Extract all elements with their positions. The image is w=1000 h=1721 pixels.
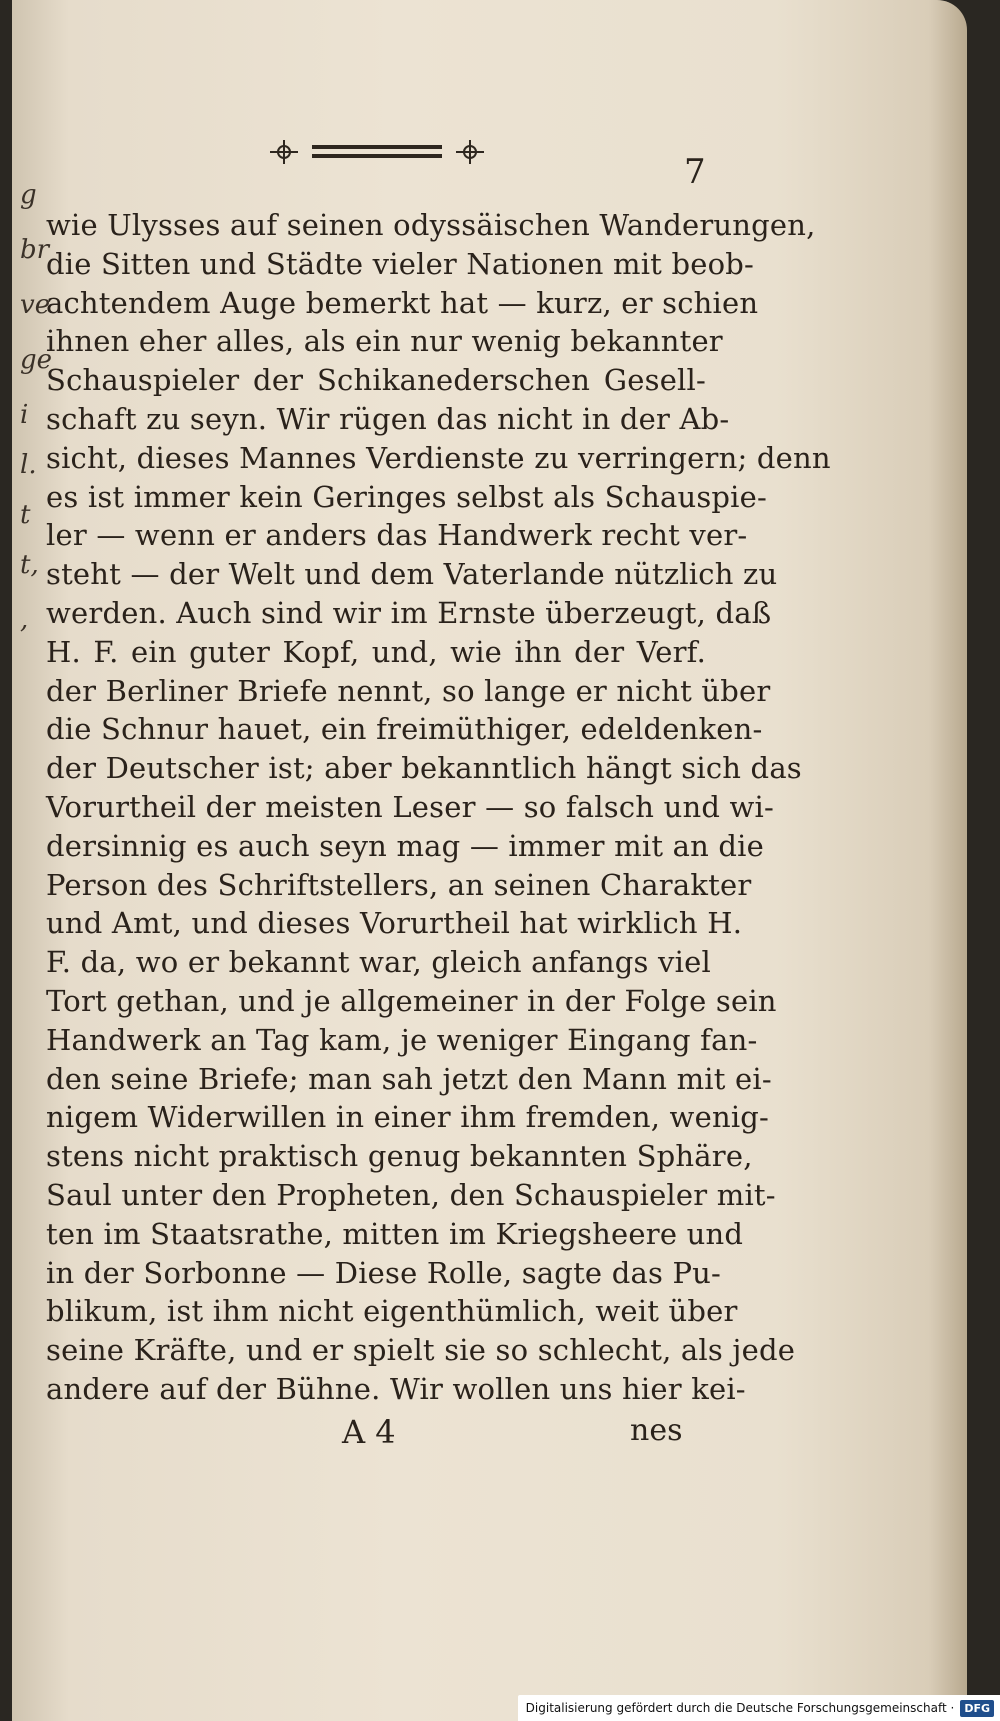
dfg-credit-bar xyxy=(518,1695,1000,1721)
text-line: die Schnur hauet, ein freimüthiger, edeldenken- xyxy=(46,712,763,747)
text-line: Handwerk an Tag kam, je weniger Eingang fan- xyxy=(46,1022,758,1057)
margin-fragment: i xyxy=(20,400,29,430)
text-line: Tort gethan, und je allgemeiner in der Folge sein xyxy=(46,983,777,1018)
text-line: die Sitten und Städte vieler Nationen mit beob- xyxy=(46,246,754,281)
text-line: F. da, wo er bekannt war, gleich anfangs viel xyxy=(46,945,711,980)
text-line: ten im Staatsrathe, mitten im Kriegsheere und xyxy=(46,1216,744,1251)
text-line: Person des Schriftstellers, an seinen Charakter xyxy=(46,867,752,902)
margin-fragment: ve xyxy=(20,290,51,320)
text-line: steht — der Welt und dem Vaterlande nützlich zu xyxy=(46,557,778,592)
dfg-credit-text: Digitalisierung gefördert durch die Deutsche Forschungsgemeinschaft · xyxy=(525,1701,955,1715)
catchword: nes xyxy=(630,1413,683,1448)
text-line: sicht, dieses Mannes Verdienste zu verringern; denn xyxy=(46,440,831,475)
text-line: der Berliner Briefe nennt, so lange er nicht über xyxy=(46,673,771,708)
margin-fragment: l. xyxy=(20,450,37,480)
text-line: andere auf der Bühne. Wir wollen uns hier kei- xyxy=(46,1371,746,1406)
text-line: nigem Widerwillen in einer ihm fremden, wenig- xyxy=(46,1100,770,1135)
text-line: werden. Auch sind wir im Ernste überzeugt, daß xyxy=(46,595,772,630)
margin-fragment: , xyxy=(20,605,29,635)
text-line: es ist immer kein Geringes selbst als Schauspie- xyxy=(46,479,768,514)
margin-fragment: br xyxy=(20,235,50,265)
margin-fragment: t xyxy=(20,500,31,530)
margin-fragment: ge xyxy=(20,345,53,375)
text-line: ihnen eher alles, als ein nur wenig bekannter xyxy=(46,324,723,359)
text-line: Vorurtheil der meisten Leser — so falsch und wi- xyxy=(46,789,775,824)
text-line: dersinnig es auch seyn mag — immer mit an die xyxy=(46,828,764,863)
header-ornament xyxy=(262,132,492,172)
text-line: stens nicht praktisch genug bekannten Sphäre, xyxy=(46,1139,753,1174)
dfg-logo-icon: DFG xyxy=(960,1700,994,1717)
margin-fragment: g xyxy=(20,180,37,210)
text-line: H. F. ein guter Kopf, und, wie ihn der Verf. xyxy=(46,634,706,669)
text-line: Saul unter den Propheten, den Schauspieler mit- xyxy=(46,1177,776,1212)
text-line: der Deutscher ist; aber bekanntlich hängt sich das xyxy=(46,751,802,786)
text-line: achtendem Auge bemerkt hat — kurz, er schien xyxy=(46,285,759,320)
margin-fragment: t, xyxy=(20,550,39,580)
signature-mark: A 4 xyxy=(342,1413,396,1451)
page-number: 7 xyxy=(684,152,706,192)
text-line: wie Ulysses auf seinen odyssäischen Wanderungen, xyxy=(46,208,816,242)
text-line: blikum, ist ihm nicht eigenthümlich, weit über xyxy=(46,1294,738,1329)
text-line: und Amt, und dieses Vorurtheil hat wirklich H. xyxy=(46,906,743,941)
text-line: in der Sorbonne — Diese Rolle, sagte das Pu- xyxy=(46,1255,722,1290)
book-page xyxy=(12,0,967,1721)
body-text xyxy=(46,206,831,1409)
text-line: schaft zu seyn. Wir rügen das nicht in der Ab- xyxy=(46,401,730,436)
text-line: seine Kräfte, und er spielt sie so schlecht, als jede xyxy=(46,1333,796,1368)
text-line: ler — wenn er anders das Handwerk recht ver- xyxy=(46,518,748,553)
text-line: den seine Briefe; man sah jetzt den Mann mit ei- xyxy=(46,1061,772,1096)
text-line: Schauspieler der Schikanederschen Gesell- xyxy=(46,363,706,398)
